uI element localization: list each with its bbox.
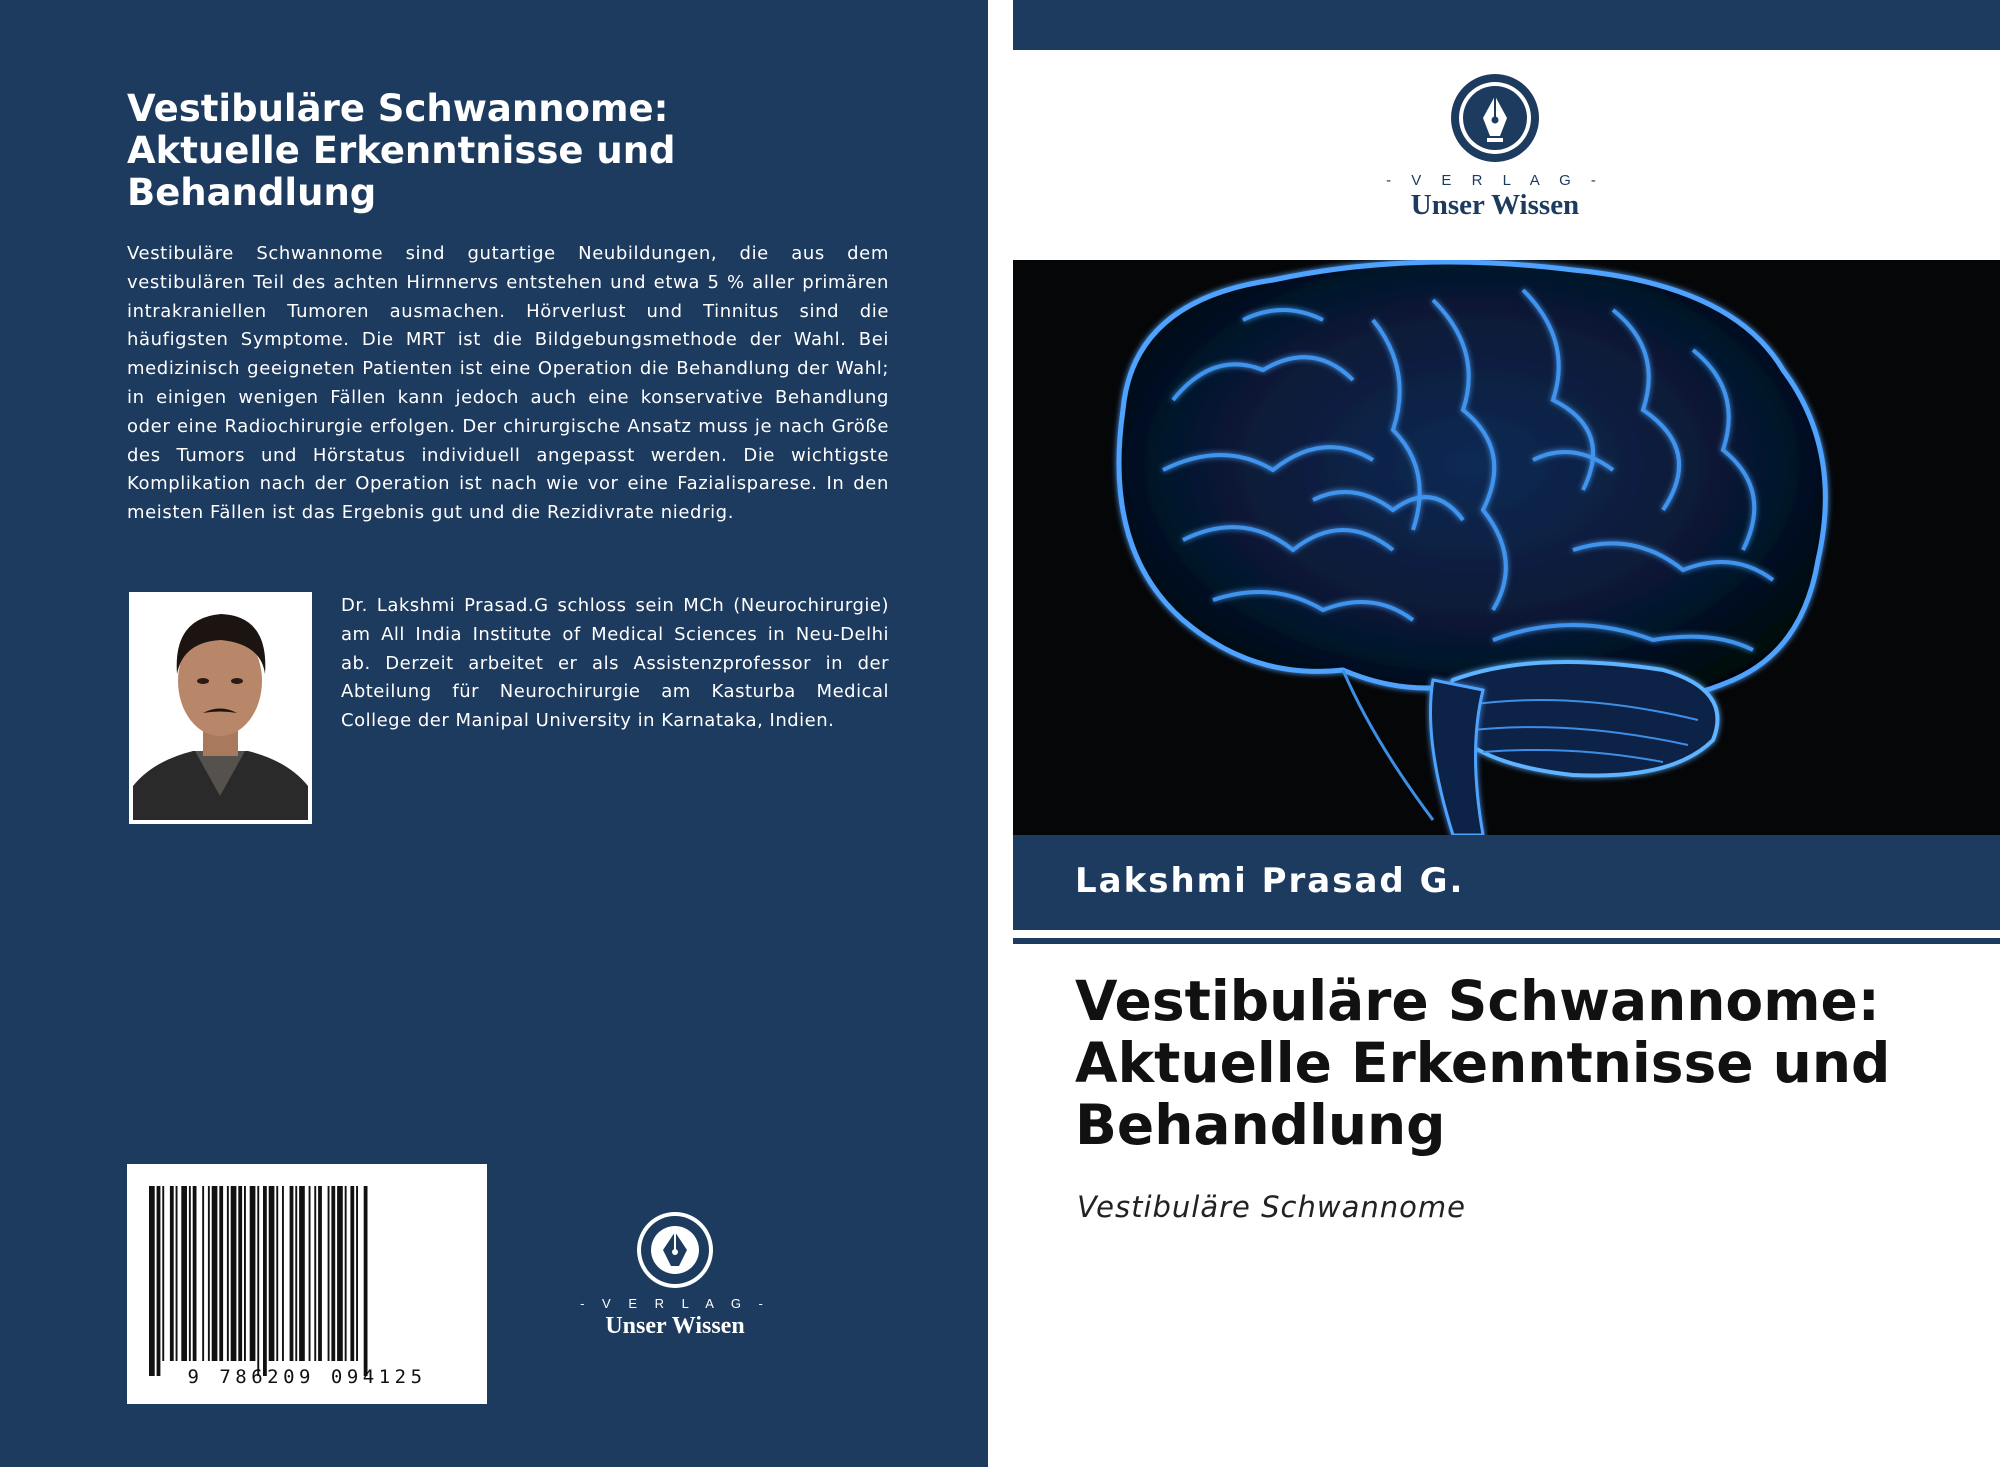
barcode-bar: [176, 1186, 178, 1361]
barcode-bar: [189, 1186, 191, 1361]
front-logo-verlag: - V E R L A G -: [1386, 172, 1604, 189]
barcode-bar: [309, 1186, 311, 1361]
barcode-bar: [318, 1186, 322, 1361]
barcode-bar: [162, 1186, 164, 1361]
barcode-bar: [208, 1186, 210, 1361]
divider-rule: [1013, 938, 2000, 944]
back-logo-verlag: - V E R L A G -: [580, 1296, 770, 1311]
barcode-bar: [257, 1186, 259, 1376]
back-title-line-2: Aktuelle Erkenntnisse und: [127, 129, 676, 172]
back-logo-brand: Unser Wissen: [605, 1313, 745, 1339]
front-title-line-1: Vestibuläre Schwannome:: [1075, 969, 1880, 1033]
author-bio: Dr. Lakshmi Prasad.G schloss sein MCh (Neurochirurgie) am All India Institute of Medical Sciences in Neu-Delhi ab. Derzeit arbeitet er als Assistenzprofessor in der Abteilung für Neurochirurgie am Kasturba Medical College der Manipal University in Karnataka, Indien.: [341, 595, 889, 732]
front-top-band: [1013, 0, 2000, 50]
barcode-bar: [181, 1186, 187, 1361]
author-photo: [129, 592, 312, 824]
front-title-line-2: Aktuelle Erkenntnisse und: [1075, 1031, 1891, 1095]
front-cover-subtitle: Vestibuläre Schwannome: [1077, 1190, 1466, 1224]
back-publisher-logo: [575, 1210, 775, 1340]
isbn-number: 9 786209 094125: [187, 1366, 427, 1388]
barcode-bar: [350, 1186, 354, 1361]
front-author-name: Lakshmi Prasad G.: [1075, 861, 1465, 901]
fountain-pen-emblem-icon: [1449, 72, 1541, 164]
front-logo-brand: Unser Wissen: [1410, 189, 1580, 221]
barcode-bar: [314, 1186, 316, 1361]
barcode-bar: [250, 1186, 256, 1361]
barcode-bar: [193, 1186, 197, 1361]
fountain-pen-emblem-icon: [635, 1210, 715, 1290]
author-band: [1013, 835, 2000, 930]
front-title-line-3: Behandlung: [1075, 1093, 1446, 1157]
barcode-bar: [170, 1186, 174, 1361]
barcode-bar: [157, 1186, 161, 1376]
barcode-bar: [149, 1186, 155, 1376]
barcode-bar: [282, 1186, 284, 1361]
brain-illustration-icon: [1013, 260, 2000, 835]
book-abstract: Vestibuläre Schwannome sind gutartige Neubildungen, die aus dem vestibulären Teil des achten Hirnnervs entstehen und etwa 5 % aller primären intrakraniellen Tumoren ausmachen. Hörverlust und Tinnitus sind die häufigsten Symptome. Die MRT ist die Bildgebungsmethode der Wahl. Bei medizinisch geeigneten Patienten ist eine Operation die Behandlung der Wahl; in einigen wenigen Fällen kann jedoch auch eine konservative Behandlung oder eine Radiochirurgie erfolgen. Der chirurgische Ansatz muss je nach Größe des Tumors und Hörstatus individuell angepasst werden. Die wichtigste Komplikation nach der Operation ist nach wie vor eine Fazialisparese. In den meisten Fällen ist das Ergebnis gut und die Rezidivrate niedrig.: [127, 243, 889, 524]
barcode-bar: [202, 1186, 204, 1361]
barcode-bar: [219, 1186, 223, 1361]
barcode-bar: [227, 1186, 229, 1361]
barcode-bar: [263, 1186, 267, 1376]
barcode-bar: [231, 1186, 237, 1361]
back-title-line-1: Vestibuläre Schwannome:: [127, 87, 669, 130]
front-publisher-logo: [1375, 72, 1615, 222]
brain-cover-image: [1013, 260, 2000, 835]
barcode-bar: [269, 1186, 275, 1361]
barcode-bar: [212, 1186, 218, 1361]
barcode-bar: [238, 1186, 242, 1361]
barcode-bar: [290, 1186, 294, 1361]
back-title-line-3: Behandlung: [127, 171, 377, 214]
barcode-bar: [276, 1186, 278, 1361]
front-cover-title: [1075, 970, 1975, 1156]
isbn-barcode: [127, 1164, 487, 1404]
barcode-bar: [337, 1186, 343, 1361]
back-cover: [0, 0, 988, 1467]
barcode-bar: [331, 1186, 335, 1361]
barcode-bar: [345, 1186, 347, 1361]
barcode-bar: [299, 1186, 305, 1361]
barcode-bar: [364, 1186, 368, 1376]
back-cover-title: [127, 88, 747, 214]
barcode-bar: [328, 1186, 330, 1361]
barcode-bar: [356, 1186, 358, 1361]
barcode-bar: [244, 1186, 246, 1361]
barcode-bar: [295, 1186, 297, 1361]
